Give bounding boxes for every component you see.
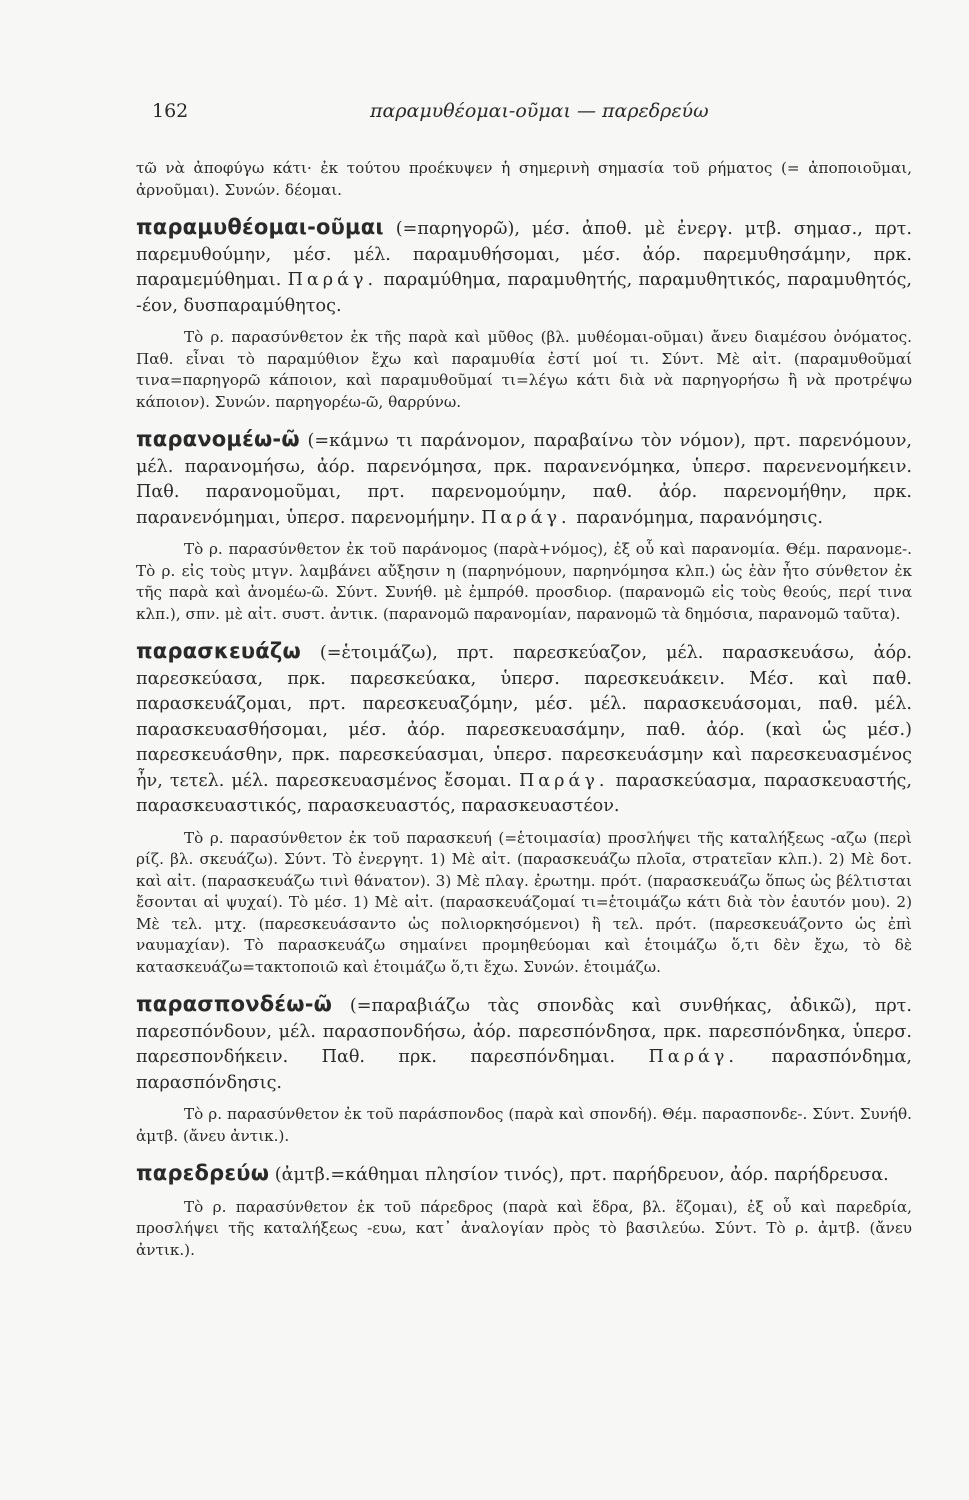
page-number: 162 [152,100,189,122]
headword: παραμυθέομαι-οῦμαι [136,215,384,239]
entry-note: Τὸ ρ. παρασύνθετον ἐκ τοῦ πάρεδρος (παρὰ καὶ ἕδρα, βλ. ἕζομαι), ἐξ οὗ καὶ παρεδρία, προσλήψει τῆς καταλήξεως -ευω, κατ᾽ ἀναλογίαν πρὸς τὸ βασιλεύω. Σύντ. Τὸ ρ. ἀμτβ. (ἄνευ ἀντικ.). [136,1197,912,1259]
parag-text: παραμύθημα, παραμυθητής, παραμυθητικός, παραμυθητός, -έον, δυσπαραμύθητος. [136,270,913,316]
entry-definition: (=κάμνω τι παράνομον, παραβαίνω τὸν νόμον), πρτ. παρενόμουν, μέλ. παρανομήσω, ἀόρ. παρενόμησα, πρκ. παρανενόμηκα, ὑπερσ. παρενενομήκειν. Παθ. παρανομοῦμαι, πρτ. παρενομούμην, παθ. ἀόρ. παρενομήθην, πρκ. παρανενόμημαι, ὑπερσ. παρενομήμην. [136,431,913,528]
parag-label: Παράγ. [518,770,609,791]
headword: παρεδρεύω [136,1161,270,1185]
parag-text: παρασπόνδημα, παρασπόνδησις. [136,1047,913,1093]
parag-label: Παράγ. [648,1047,739,1067]
entry-definition: (=ἑτοιμάζω), πρτ. παρεσκεύαζον, μέλ. παρασκευάσω, ἀόρ. παρεσκεύασα, πρκ. παρεσκεύακα, ὑπερσ. παρεσκευάκειν. Μέσ. καὶ παθ. παρασκευάζομαι, πρτ. παρεσκευαζόμην, μέσ. μέλ. παρασκευάσομαι, παθ. μέλ. παρασκευασθήσομαι, μέσ. ἀόρ. παρεσκευασάμην, παθ. ἀόρ. (καὶ ὡς μέσ.) παρεσκευάσθην, πρκ. παρεσκεύασμαι, ὑπερσ. παρεσκευάσμην καὶ παρεσκευασμένος ἦν, τετελ. μέλ. παρεσκευασμένος ἔσομαι. [136,643,912,791]
entry-definition: (ἀμτβ.=κάθημαι πλησίον τινός), πρτ. παρήδρευον, ἀόρ. παρήδρευσα. [274,1165,889,1185]
entry-paraspondeo [136,992,912,1096]
headword: παρασκευάζω [136,639,301,663]
entry-definition: (=παραβιάζω τὰς σπονδὰς καὶ συνθήκας, ἀδικῶ), πρτ. παρεσπόνδουν, μέλ. παρασπονδήσω, ἀόρ. παρεσπόνδησα, πρκ. παρεσπόνδηκα, ὑπερσ. παρεσπονδήκειν. Παθ. πρκ. παρεσπόνδημαι. [136,996,913,1067]
entry-paredreuo [136,1161,912,1189]
entry-note: Τὸ ρ. παρασύνθετον ἐκ τοῦ παρασκευή (=ἑτοιμασία) προσλήψει τῆς καταλήξεως -αζω (περὶ ρίζ. βλ. σκευάζω). Σύντ. Τὸ ἐνεργητ. 1) Μὲ αἰτ. (παρασκευάζω πλοῖα, στρατεῖαν κλπ.). 2) Μὲ δοτ. καὶ αἰτ. (παρασκευάζω τινὶ θάνατον). 3) Μὲ πλαγ. ἐρωτημ. πρότ. (παρασκευάζω ὅπως ὡς βέλτισται ἔσονται αἱ ψυχαί). Τὸ μέσ. 1) Μὲ αἰτ. (παρασκευάζομαί τι=ἑτοιμάζω κάτι διὰ τὸν ἑαυτόν μου). 2) Μὲ τελ. μτχ. (παρεσκευάσαντο ὡς πολιορκησόμενοι) ἢ τελ. πρότ. (παρεσκευάζοντο ὡς ἐπὶ ναυμαχίαν). Τὸ παρασκευάζω σημαίνει προμηθεύομαι καὶ ἑτοιμάζω ὅ,τι δὲν ἔχω, τὸ δὲ κατασκευάζω=τακτοποιῶ καὶ ἑτοιμάζω ὅ,τι ἔχω. Συνών. ἑτοιμάζω. [136,828,912,976]
headword: παρανομέω-ῶ [136,427,300,451]
entry-note: Τὸ ρ. παρασύνθετον ἐκ τῆς παρὰ καὶ μῦθος (βλ. μυθέομαι-οῦμαι) ἄνευ διαμέσου ὀνόματος. Παθ. εἶναι τὸ παραμύθιον ἔχω καὶ παραμυθία ἐστί μοί τι. Σύντ. Μὲ αἰτ. (παραμυθοῦμαί τινα=παρηγορῶ κάποιον, καὶ παραμυθοῦμαί τι=λέγω κάτι διὰ νὰ παρηγορήσω ἢ νὰ προτρέψω κάποιον). Συνών. παρηγορέω-ῶ, θαρρύνω. [136,328,912,411]
parag-text: παρανόμημα, παρανόμησις. [576,507,823,528]
entry-note: Τὸ ρ. παρασύνθετον ἐκ τοῦ παράνομος (παρὰ+νόμος), ἐξ οὗ καὶ παρανομία. Θέμ. παρανομε-. Τὸ ρ. εἰς τοὺς μτγν. λαμβάνει αὔξησιν η (παρηνόμουν, παρηνόμησα κλπ.) ὡς ἐὰν ἦτο σύνθετον ἐκ τῆς παρὰ καὶ ἀνομέω-ῶ. Σύντ. Συνήθ. μὲ ἐμπρόθ. προσδιορ. (παρανομῶ εἰς τοὺς θεούς, περί τινα κλπ.), σπν. μὲ αἰτ. συστ. ἀντικ. (παρανομῶ παρανομίαν, παρανομῶ τὰ δημόσια, παρανομῶ ταῦτα). [136,540,912,623]
parag-text: παρασκεύασμα, παρασκευαστής, παρασκευαστικός, παρασκευαστός, παρασκευαστέον. [136,770,912,816]
entry-note: Τὸ ρ. παρασύνθετον ἐκ τοῦ παράσπονδος (παρὰ καὶ σπονδή). Θέμ. παρασπονδε-. Σύντ. Συνήθ. ἀμτβ. (ἄνευ ἀντικ.). [136,1105,912,1145]
parag-label: Παράγ. [287,270,378,290]
continued-text: τῶ νὰ ἀποφύγω κάτι· ἐκ τούτου προέκυψεν ἡ σημερινὴ σημασία τοῦ ρήματος (= ἀποποιοῦμαι, ἀρνοῦμαι). Συνών. δέομαι. [136,159,912,199]
parag-label: Παράγ. [481,507,571,528]
headword: παρασπονδέω-ῶ [136,992,333,1016]
entry-paramytheomai [136,215,912,319]
entry-paranomeo [136,427,912,531]
running-head: παραμυθέομαι-οῦμαι — παρεδρεύω [370,100,709,122]
entry-paraskeuazo [136,639,912,820]
page-body [136,158,912,1269]
entry-definition: (=παρηγορῶ), μέσ. ἀποθ. μὲ ἐνεργ. μτβ. σημασ., πρτ. παρεμυθούμην, μέσ. μέλ. παραμυθήσομαι, μέσ. ἀόρ. παρεμυθησάμην, πρκ. παραμεμύθημαι. [136,219,913,290]
